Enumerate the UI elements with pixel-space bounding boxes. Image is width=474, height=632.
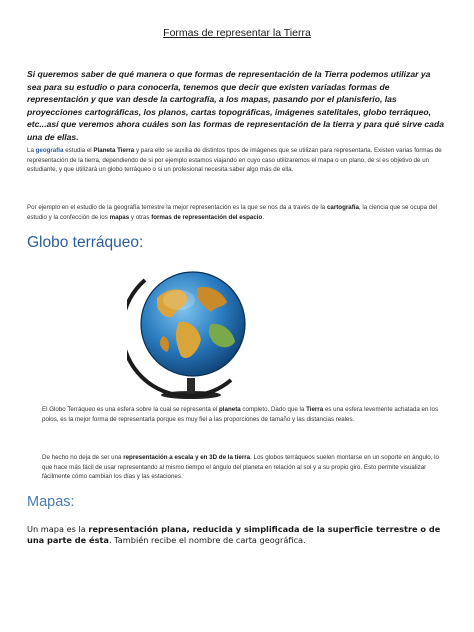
bold-run: representación a escala y en 3D de la tierra xyxy=(123,454,251,461)
paragraph-mapas xyxy=(27,524,447,546)
geografia-link[interactable]: geografía xyxy=(35,147,64,154)
text-run: . xyxy=(262,213,264,221)
bold-run: Tierra xyxy=(306,406,324,413)
text-run: estudia el xyxy=(63,147,94,154)
text-run: La xyxy=(27,147,36,154)
paragraph-globo-escala xyxy=(42,453,440,482)
text-run: Por ejemplo en el estudio de la geografía terrestre la mejor representación es la que se nos da a través de la xyxy=(27,204,327,211)
heading-mapas: Mapas: xyxy=(27,494,75,510)
bold-run: planeta xyxy=(219,406,241,413)
paragraph-geografia xyxy=(27,146,442,175)
text-run: . También recibe el nombre de carta geográfica. xyxy=(108,535,306,545)
text-run: y otras xyxy=(129,213,152,221)
bold-run: mapas xyxy=(109,213,130,221)
text-run: , la ciencia que se ocupa del estudio y la confección de los xyxy=(27,204,438,221)
globe-image xyxy=(127,258,257,400)
text-run: El Globo Terráqueo es una esfera sobre la cual se representa el xyxy=(42,406,220,413)
paragraph-cartografia xyxy=(27,203,442,222)
text-run: Un mapa es la xyxy=(27,524,89,534)
paragraph-globo-def xyxy=(42,405,440,424)
text-run: De hecho no deja de ser una xyxy=(42,454,124,461)
text-run: completo. Dado que la xyxy=(240,406,307,413)
document-title: Formas de representar la Tierra xyxy=(163,27,311,39)
heading-globo: Globo terráqueo: xyxy=(27,234,144,251)
text-run: y para ello se auxilia de distintos tipos de imágenes que se utilizan para representarla. Existen varias formas de representación de la tierra, dependiendo de si por ejemplo estamos viajando en cuyo caso utilizaremos el mapa o un plano, de si es objetivo de un estudiante, y que utilizará un globo terráqueo o si un profesional necesita saber algo más de ella. xyxy=(27,147,442,174)
globe-icon xyxy=(127,258,257,400)
bold-run: cartografía xyxy=(326,204,359,211)
bold-run: representación plana, reducida y simplificada de la superficie terrestre o de una parte de ésta xyxy=(27,524,441,545)
text-run: es una esfera levemente achatada en los polos, es la mejor forma de representarla porque es muy fiel a las proporciones de tamaño y las distancias reales. xyxy=(42,406,439,423)
intro-paragraph: Si queremos saber de qué manera o que formas de representación de la Tierra podemos utilizar ya sea para su estudio o para conocerla, tenemos que decir que existen variadas formas de representación y que van desde la cartografía, a los mapas, pasando por el planisferio, las proyecciones cartográficas, los planos, cartas topográficas, imágenes satelitales, globo terráqueo, etc...así que veremos ahora cuáles son las formas de representación de la tierra y para qué sirve cada una de ellas. xyxy=(27,69,444,142)
text-run: . Los globos terráqueos suelen montarse en un soporte en ángulo, lo que hace más fácil de usar representando al mismo tiempo el ángulo del planeta en relación al sol y a su propio giro. Esto permite visualizar fácilmente cómo cambian los días y las estaciones. xyxy=(42,454,439,481)
bold-run: formas de representación del espacio xyxy=(151,213,263,221)
bold-run: Planeta Tierra xyxy=(93,147,135,154)
